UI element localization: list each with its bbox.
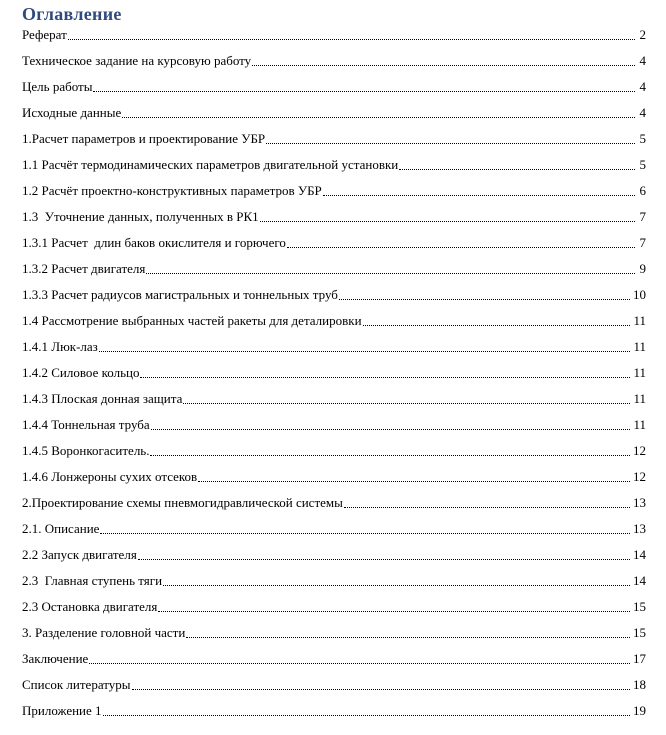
toc-entry-page-number[interactable]: 5 [639, 157, 646, 172]
toc-entry-title[interactable]: Цель работы [22, 79, 93, 94]
toc-entry-page-number[interactable]: 6 [639, 183, 646, 198]
toc-entry-page-number[interactable]: 13 [633, 521, 646, 536]
toc-entry[interactable] [22, 641, 646, 667]
toc-entry-page-number[interactable]: 11 [633, 417, 646, 432]
dot-leader [150, 455, 630, 456]
dot-leader [93, 91, 635, 92]
toc-entry[interactable] [22, 199, 646, 225]
toc-entry-title[interactable]: Исходные данные [22, 105, 122, 120]
toc-entry-page-number[interactable]: 9 [639, 261, 646, 276]
dot-leader [89, 663, 630, 664]
toc-entry[interactable] [22, 485, 646, 511]
toc-entry-title[interactable]: 1.3.3 Расчет радиусов магистральных и тоннельных труб [22, 287, 338, 302]
toc-entry[interactable] [22, 355, 646, 381]
dot-leader [122, 117, 635, 118]
dot-leader [186, 637, 630, 638]
toc-entry-page-number[interactable]: 14 [633, 573, 646, 588]
dot-leader [339, 299, 630, 300]
dot-leader [163, 585, 630, 586]
toc-entry[interactable] [22, 303, 646, 329]
toc-entry-title[interactable]: 2.3 Остановка двигателя [22, 599, 158, 614]
toc-entry-page-number[interactable]: 7 [639, 209, 646, 224]
toc-entry-page-number[interactable]: 5 [639, 131, 646, 146]
toc-entry-title[interactable]: 1.2 Расчёт проектно-конструктивных параметров УБР [22, 183, 322, 198]
toc-entry[interactable] [22, 615, 646, 641]
toc-entry[interactable] [22, 381, 646, 407]
toc-entry[interactable] [22, 537, 646, 563]
toc-entry-title[interactable]: Реферат [22, 27, 67, 42]
toc-entry-page-number[interactable]: 19 [633, 703, 646, 718]
toc-entry-page-number[interactable]: 14 [633, 547, 646, 562]
toc-entry-title[interactable]: 1.3.1 Расчет длин баков окислителя и горючего [22, 235, 286, 250]
toc-entry-page-number[interactable]: 15 [633, 625, 646, 640]
dot-leader [100, 533, 630, 534]
toc-entry-title[interactable]: 1.3.2 Расчет двигателя [22, 261, 146, 276]
dot-leader [103, 715, 630, 716]
toc-entry-page-number[interactable]: 12 [633, 469, 646, 484]
toc-entry-title[interactable]: Список литературы [22, 677, 131, 692]
toc-entry-title[interactable]: 1.4.3 Плоская донная защита [22, 391, 183, 406]
toc-entry-title[interactable]: 1.4.5 Воронкогаситель. [22, 443, 150, 458]
toc-entry-title[interactable]: 1.4.6 Лонжероны сухих отсеков [22, 469, 198, 484]
toc-entry[interactable] [22, 121, 646, 147]
toc-entry-page-number[interactable]: 11 [633, 391, 646, 406]
dot-leader [399, 169, 635, 170]
toc-entry-title[interactable]: 2.Проектирование схемы пневмогидравлической системы [22, 495, 343, 510]
toc-entry-title[interactable]: 3. Разделение головной части [22, 625, 186, 640]
dot-leader [99, 351, 631, 352]
toc-entry[interactable] [22, 459, 646, 485]
toc-entry-title[interactable]: 1.4.1 Люк-лаз [22, 339, 98, 354]
toc-entry-title[interactable]: Заключение [22, 651, 89, 666]
dot-leader [146, 273, 635, 274]
dot-leader [183, 403, 630, 404]
toc-entry-title[interactable]: 1.4.2 Силовое кольцо [22, 365, 140, 380]
toc-entry-title[interactable]: 1.1 Расчёт термодинамических параметров двигательной установки [22, 157, 399, 172]
dot-leader [138, 559, 630, 560]
toc-entry[interactable] [22, 69, 646, 95]
dot-leader [287, 247, 635, 248]
toc-entry-page-number[interactable]: 11 [633, 365, 646, 380]
dot-leader [363, 325, 631, 326]
toc-entry-page-number[interactable]: 12 [633, 443, 646, 458]
toc-entry-page-number[interactable]: 4 [639, 53, 646, 68]
toc-entry-title[interactable]: 1.4 Рассмотрение выбранных частей ракеты для деталировки [22, 313, 362, 328]
toc-entry-title[interactable]: 2.3 Главная ступень тяги [22, 573, 163, 588]
dot-leader [158, 611, 630, 612]
toc-entry[interactable] [22, 667, 646, 693]
toc-entry-title[interactable]: 1.Расчет параметров и проектирование УБР [22, 131, 266, 146]
toc-entry[interactable] [22, 173, 646, 199]
toc-entry[interactable] [22, 43, 646, 69]
toc-entry-page-number[interactable]: 11 [633, 313, 646, 328]
dot-leader [132, 689, 631, 690]
dot-leader [266, 143, 635, 144]
dot-leader [198, 481, 630, 482]
toc-entry[interactable] [22, 95, 646, 121]
toc-entry[interactable] [22, 24, 646, 43]
dot-leader [323, 195, 635, 196]
toc-entry-title[interactable]: 1.4.4 Тоннельная труба [22, 417, 150, 432]
toc-entry-page-number[interactable]: 7 [639, 235, 646, 250]
toc-entry-page-number[interactable]: 15 [633, 599, 646, 614]
toc-entry[interactable] [22, 433, 646, 459]
toc-entry-page-number[interactable]: 4 [639, 79, 646, 94]
dot-leader [344, 507, 630, 508]
toc-entry-page-number[interactable]: 18 [633, 677, 646, 692]
dot-leader [140, 377, 630, 378]
dot-leader [260, 221, 635, 222]
toc-entry[interactable] [22, 563, 646, 589]
toc-entry-page-number[interactable]: 17 [633, 651, 646, 666]
toc-entry-page-number[interactable]: 11 [633, 339, 646, 354]
toc-entry[interactable] [22, 329, 646, 355]
dot-leader [252, 65, 635, 66]
toc-heading: Оглавление [22, 4, 122, 24]
toc-entry-page-number[interactable]: 10 [633, 287, 646, 302]
toc-entry-title[interactable]: Техническое задание на курсовую работу [22, 53, 252, 68]
toc-entry[interactable] [22, 251, 646, 277]
toc-entry[interactable] [22, 407, 646, 433]
toc-entry-page-number[interactable]: 13 [633, 495, 646, 510]
toc-entry-title[interactable]: 2.1. Описание [22, 521, 100, 536]
toc-entry[interactable] [22, 589, 646, 615]
toc-entry[interactable] [22, 225, 646, 251]
toc-entry-title[interactable]: 2.2 Запуск двигателя [22, 547, 137, 562]
dot-leader [68, 39, 635, 40]
toc-entry[interactable] [22, 511, 646, 537]
toc-entry[interactable] [22, 693, 646, 719]
toc-list [22, 24, 646, 719]
toc-entry-page-number[interactable]: 4 [639, 105, 646, 120]
toc-entry-title[interactable]: 1.3 Уточнение данных, полученных в РК1 [22, 209, 259, 224]
toc-entry[interactable] [22, 277, 646, 303]
toc-entry-title[interactable]: Приложение 1 [22, 703, 102, 718]
toc-entry[interactable] [22, 147, 646, 173]
toc-entry-page-number[interactable]: 2 [639, 27, 646, 42]
dot-leader [151, 429, 631, 430]
